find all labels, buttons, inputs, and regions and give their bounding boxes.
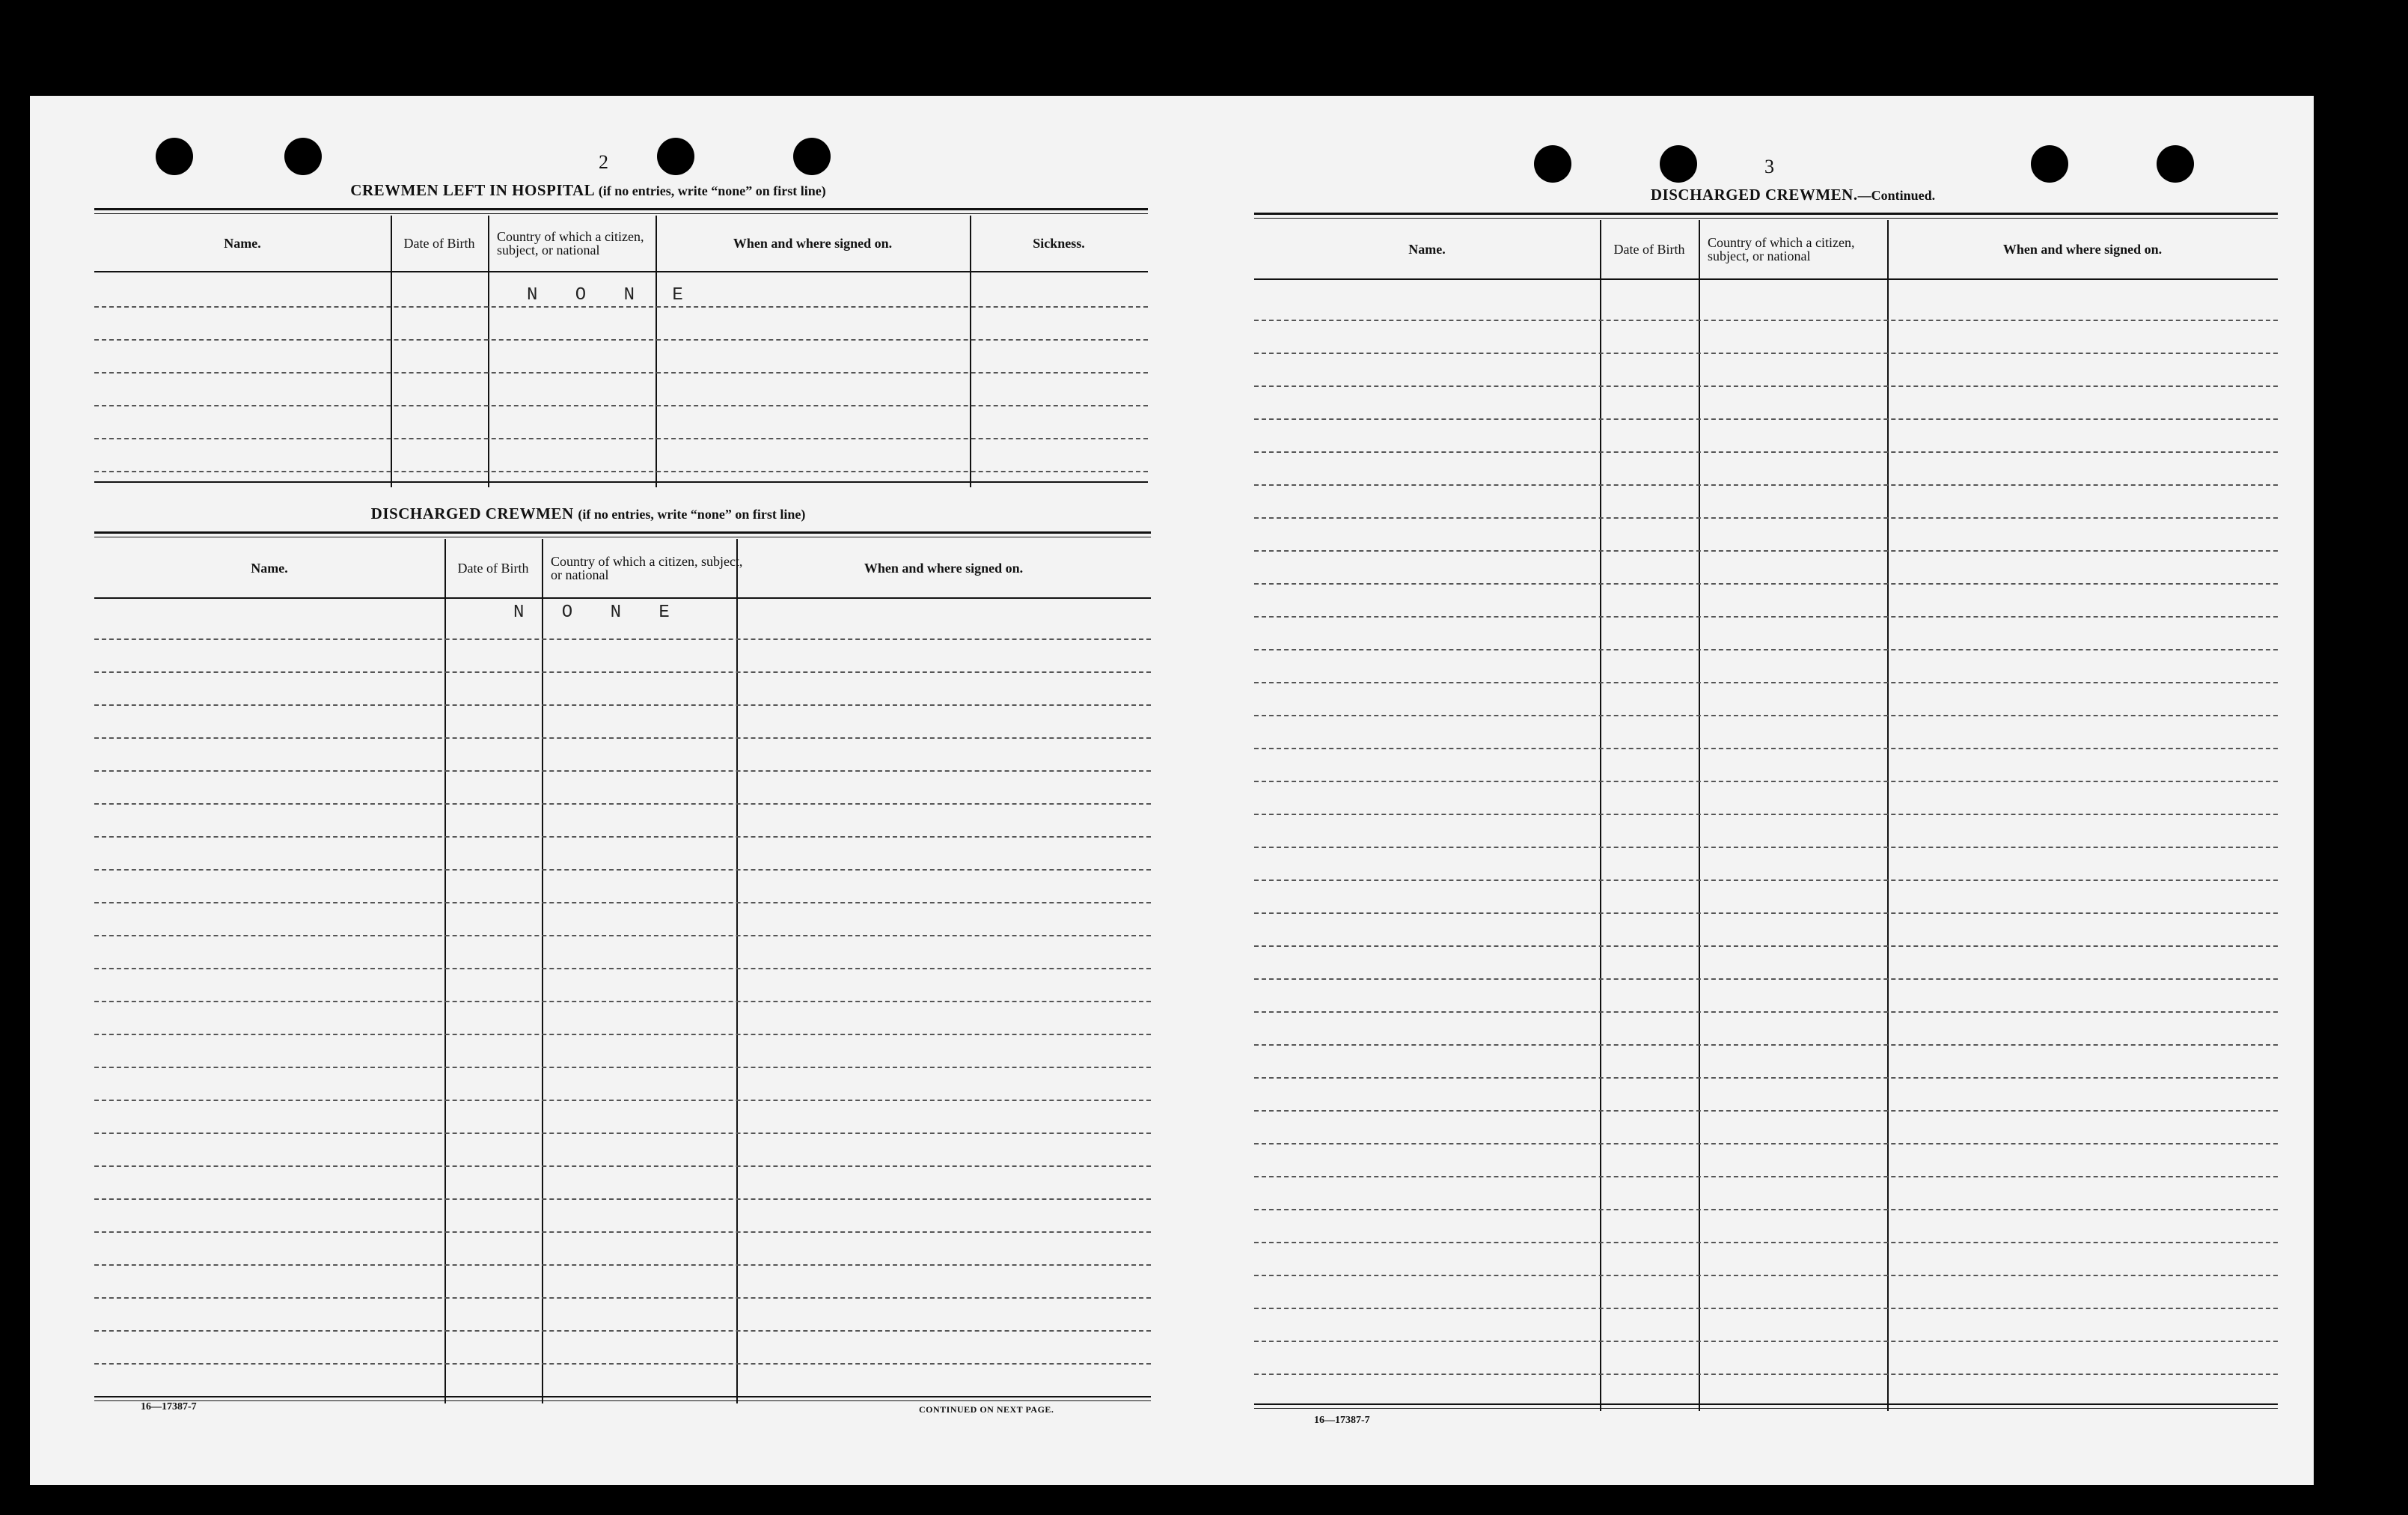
entry-line bbox=[1254, 583, 2278, 585]
entry-line bbox=[1254, 353, 2278, 354]
punch-hole bbox=[284, 138, 322, 175]
left-page bbox=[30, 96, 1172, 1485]
page-number: 3 bbox=[1764, 156, 1774, 177]
table-bottom-rule bbox=[1254, 1408, 2278, 1409]
handwritten-entry: N O N E bbox=[513, 603, 683, 623]
entry-line bbox=[94, 1264, 1151, 1266]
entry-line bbox=[94, 1034, 1151, 1035]
header-country: Country of which a citizen, subject, or national bbox=[1708, 235, 1855, 263]
entry-line bbox=[94, 306, 1148, 308]
entry-line bbox=[1254, 912, 2278, 914]
hospital-table-header bbox=[94, 216, 1148, 272]
entry-line bbox=[1254, 418, 2278, 420]
discharged-table bbox=[94, 531, 1151, 1403]
header-signed-on: When and where signed on. bbox=[733, 236, 893, 251]
form-number: 16—17387-7 bbox=[1314, 1415, 1370, 1426]
page-number: 2 bbox=[599, 151, 608, 173]
entry-line bbox=[94, 372, 1148, 374]
column-divider bbox=[1600, 220, 1601, 1411]
column-divider bbox=[542, 539, 543, 1403]
entry-line bbox=[1254, 814, 2278, 815]
discharged-table-header bbox=[94, 539, 1151, 599]
entry-line bbox=[1254, 1143, 2278, 1144]
hospital-table bbox=[94, 208, 1148, 487]
entry-line bbox=[94, 737, 1151, 739]
column-divider bbox=[391, 216, 392, 487]
entry-line bbox=[94, 471, 1148, 472]
discharged-subtitle-text: (if no entries, write “none” on first line) bbox=[578, 507, 806, 522]
hospital-section-title bbox=[94, 181, 1082, 200]
header-country: Country of which a citizen, subject, or national bbox=[497, 229, 644, 257]
entry-line bbox=[94, 1330, 1151, 1332]
punch-hole bbox=[657, 138, 694, 175]
discharged-title-text: DISCHARGED CREWMEN bbox=[370, 505, 574, 522]
handwritten-entry: N O N E bbox=[527, 285, 697, 305]
punch-hole bbox=[1660, 145, 1697, 183]
entry-line bbox=[1254, 1275, 2278, 1276]
column-divider bbox=[656, 216, 657, 487]
entry-line bbox=[1254, 1176, 2278, 1177]
entry-line bbox=[1254, 847, 2278, 848]
column-divider bbox=[736, 539, 738, 1403]
continued-note: CONTINUED ON NEXT PAGE. bbox=[919, 1404, 1054, 1415]
punch-hole bbox=[2031, 145, 2068, 183]
document-sheet bbox=[30, 96, 2314, 1485]
entry-line bbox=[94, 1100, 1151, 1101]
entry-line bbox=[94, 638, 1151, 640]
entry-line bbox=[1254, 1110, 2278, 1112]
punch-hole bbox=[1534, 145, 1571, 183]
column-divider bbox=[444, 539, 446, 1403]
form-number: 16—17387-7 bbox=[141, 1401, 197, 1412]
entry-line bbox=[1254, 945, 2278, 947]
entry-line bbox=[1254, 550, 2278, 552]
continued-subtitle: —Continued. bbox=[1857, 188, 1936, 203]
entry-line bbox=[1254, 682, 2278, 683]
header-country: Country of which a citizen, subject, or national bbox=[551, 554, 743, 582]
entry-line bbox=[94, 902, 1151, 903]
entry-line bbox=[1254, 880, 2278, 881]
header-name: Name. bbox=[251, 561, 288, 576]
entry-line bbox=[94, 704, 1151, 706]
entry-line bbox=[1254, 1209, 2278, 1210]
entry-line bbox=[94, 1165, 1151, 1167]
entry-line bbox=[94, 770, 1151, 772]
entry-line bbox=[94, 1198, 1151, 1200]
header-date-of-birth: Date of Birth bbox=[1613, 241, 1685, 257]
entry-line bbox=[1254, 1077, 2278, 1079]
header-date-of-birth: Date of Birth bbox=[403, 235, 475, 251]
punch-hole bbox=[793, 138, 831, 175]
column-divider bbox=[970, 216, 971, 487]
discharged-section-title bbox=[94, 505, 1082, 523]
header-signed-on: When and where signed on. bbox=[864, 561, 1024, 576]
entry-line bbox=[1254, 320, 2278, 321]
entry-line bbox=[1254, 451, 2278, 453]
header-sickness: Sickness. bbox=[1033, 236, 1085, 251]
entry-line bbox=[94, 1133, 1151, 1134]
punch-hole bbox=[156, 138, 193, 175]
hospital-subtitle-text: (if no entries, write “none” on first line) bbox=[598, 183, 826, 198]
discharged-continued-title-text: DISCHARGED CREWMEN. bbox=[1650, 186, 1858, 204]
discharged-continued-header bbox=[1254, 220, 2278, 280]
discharged-continued-table bbox=[1254, 213, 2278, 1411]
header-name: Name. bbox=[1408, 242, 1446, 257]
discharged-continued-title bbox=[1501, 186, 2085, 204]
entry-line bbox=[1254, 1341, 2278, 1342]
hospital-title-text: CREWMEN LEFT IN HOSPITAL bbox=[350, 181, 594, 199]
entry-line bbox=[94, 339, 1148, 341]
header-name: Name. bbox=[224, 236, 261, 251]
table-bottom-rule bbox=[94, 1400, 1151, 1401]
entry-line bbox=[94, 803, 1151, 805]
entry-line bbox=[1254, 517, 2278, 519]
entry-line bbox=[1254, 781, 2278, 782]
header-date-of-birth: Date of Birth bbox=[457, 560, 529, 576]
entry-line bbox=[1254, 978, 2278, 980]
entry-line bbox=[1254, 1308, 2278, 1309]
entry-line bbox=[94, 968, 1151, 969]
entry-line bbox=[94, 836, 1151, 838]
entry-line bbox=[1254, 1044, 2278, 1046]
entry-line bbox=[1254, 484, 2278, 486]
entry-line bbox=[1254, 616, 2278, 618]
entry-line bbox=[94, 1001, 1151, 1002]
entry-line bbox=[1254, 1374, 2278, 1375]
entry-line bbox=[94, 1067, 1151, 1068]
entry-line bbox=[94, 438, 1148, 439]
punch-hole bbox=[2157, 145, 2194, 183]
table-bottom-rule bbox=[94, 481, 1148, 483]
entry-line bbox=[94, 671, 1151, 673]
entry-line bbox=[1254, 1011, 2278, 1013]
column-divider bbox=[488, 216, 489, 487]
entry-line bbox=[94, 1231, 1151, 1233]
entry-line bbox=[94, 869, 1151, 871]
table-bottom-rule bbox=[1254, 1403, 2278, 1405]
entry-line bbox=[1254, 1242, 2278, 1243]
entry-line bbox=[94, 1363, 1151, 1365]
column-divider bbox=[1699, 220, 1700, 1411]
entry-line bbox=[1254, 649, 2278, 650]
entry-line bbox=[94, 935, 1151, 936]
entry-line bbox=[1254, 748, 2278, 749]
table-bottom-rule bbox=[94, 1396, 1151, 1397]
column-divider bbox=[1887, 220, 1889, 1411]
entry-line bbox=[1254, 385, 2278, 387]
header-signed-on: When and where signed on. bbox=[2002, 242, 2163, 257]
entry-line bbox=[1254, 715, 2278, 716]
entry-line bbox=[94, 405, 1148, 406]
entry-line bbox=[94, 1297, 1151, 1299]
right-page bbox=[1172, 96, 2314, 1485]
